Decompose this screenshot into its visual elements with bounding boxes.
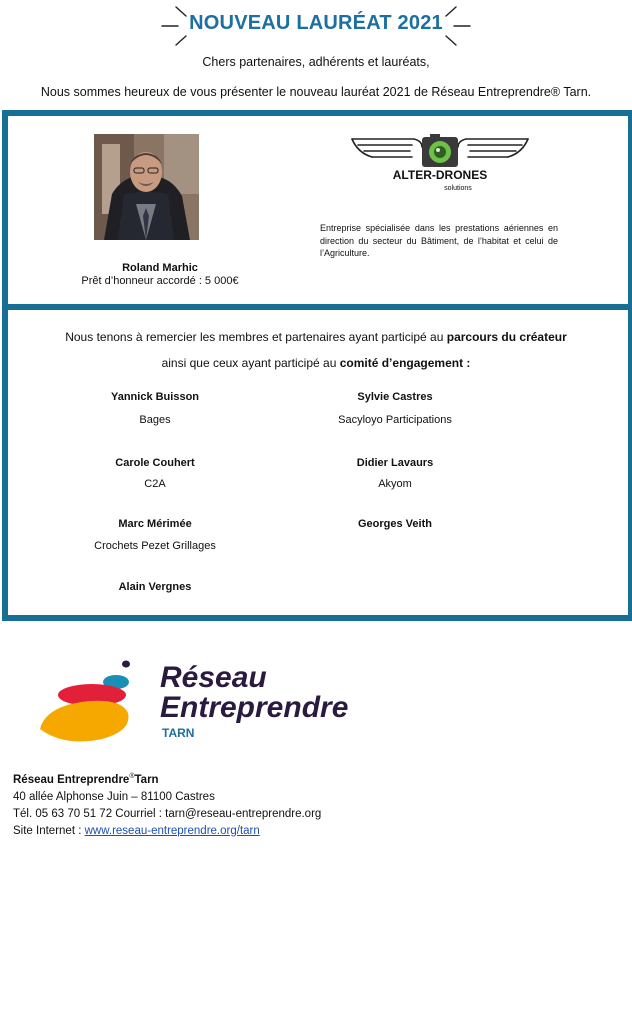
participant-org: Sacyloyo Participations xyxy=(338,414,452,426)
loan-amount: Prêt d’honneur accordé : 5 000€ xyxy=(81,275,239,287)
thanks-line-1-emphasis: parcours du créateur xyxy=(446,330,567,344)
greeting-text: Chers partenaires, adhérents et lauréats, xyxy=(202,55,430,69)
footer-contact xyxy=(13,768,321,840)
participant-name: Sylvie Castres xyxy=(357,391,433,403)
alter-drones-logo xyxy=(350,133,530,195)
alter-drones-logo-subtext: solutions xyxy=(444,185,472,192)
footer-address: 40 allée Alphonse Juin – 81100 Castres xyxy=(13,790,215,803)
participant-name: Didier Lavaurs xyxy=(356,457,434,469)
website-link[interactable]: www.reseau-entreprendre.org/tarn xyxy=(84,824,260,837)
company-description: Entreprise spécialisée dans les prestations aériennes en direction du secteur du Bâtiment, de l’habitat et celui de l’Agriculture. xyxy=(320,223,558,258)
participant-org: Bages xyxy=(139,414,171,426)
intro-text: Nous sommes heureux de vous présenter le nouveau lauréat 2021 de Réseau Entreprendre® Tarn. xyxy=(40,85,592,99)
participant-org: Crochets Pezet Grillages xyxy=(94,540,216,552)
page-title: NOUVEAU LAURÉAT 2021 xyxy=(189,12,443,34)
participant-name: Yannick Buisson xyxy=(110,391,200,403)
brand-region: TARN xyxy=(162,726,195,740)
footer-site-line xyxy=(13,823,321,840)
footer-site-label: Site Internet : xyxy=(13,824,85,837)
thanks-line-2 xyxy=(0,356,632,370)
participant-org: C2A xyxy=(144,478,166,490)
brand-line-2: Entreprendre xyxy=(160,691,349,724)
footer-contact-line: Tél. 05 63 70 51 72 Courriel : tarn@reseau-entreprendre.org xyxy=(13,807,322,820)
thanks-line-2-text: ainsi que ceux ayant participé au xyxy=(161,356,340,370)
laureate-photo xyxy=(94,134,199,240)
participant-name: Alain Vergnes xyxy=(118,581,192,593)
thanks-line-2-emphasis: comité d’engagement : xyxy=(339,356,471,370)
thanks-line-1 xyxy=(0,330,632,344)
participant-org: Akyom xyxy=(378,478,412,490)
laureate-name: Roland Marhic xyxy=(122,262,198,274)
footer-org-line xyxy=(13,768,321,789)
participant-name: Georges Veith xyxy=(358,518,432,530)
footer-org: Réseau Entreprendre xyxy=(13,773,130,786)
footer-org-region: Tarn xyxy=(134,773,159,786)
thanks-line-1-text: Nous tenons à remercier les membres et partenaires ayant participé au xyxy=(65,330,447,344)
participant-name: Carole Couhert xyxy=(115,457,195,469)
participant-name: Marc Mérimée xyxy=(118,518,192,530)
footer-org-mark: ® xyxy=(129,773,135,780)
brand-line-1: Réseau xyxy=(160,661,267,694)
alter-drones-logo-text: ALTER-DRONES xyxy=(392,168,488,182)
reseau-entreprendre-logo xyxy=(34,655,374,747)
